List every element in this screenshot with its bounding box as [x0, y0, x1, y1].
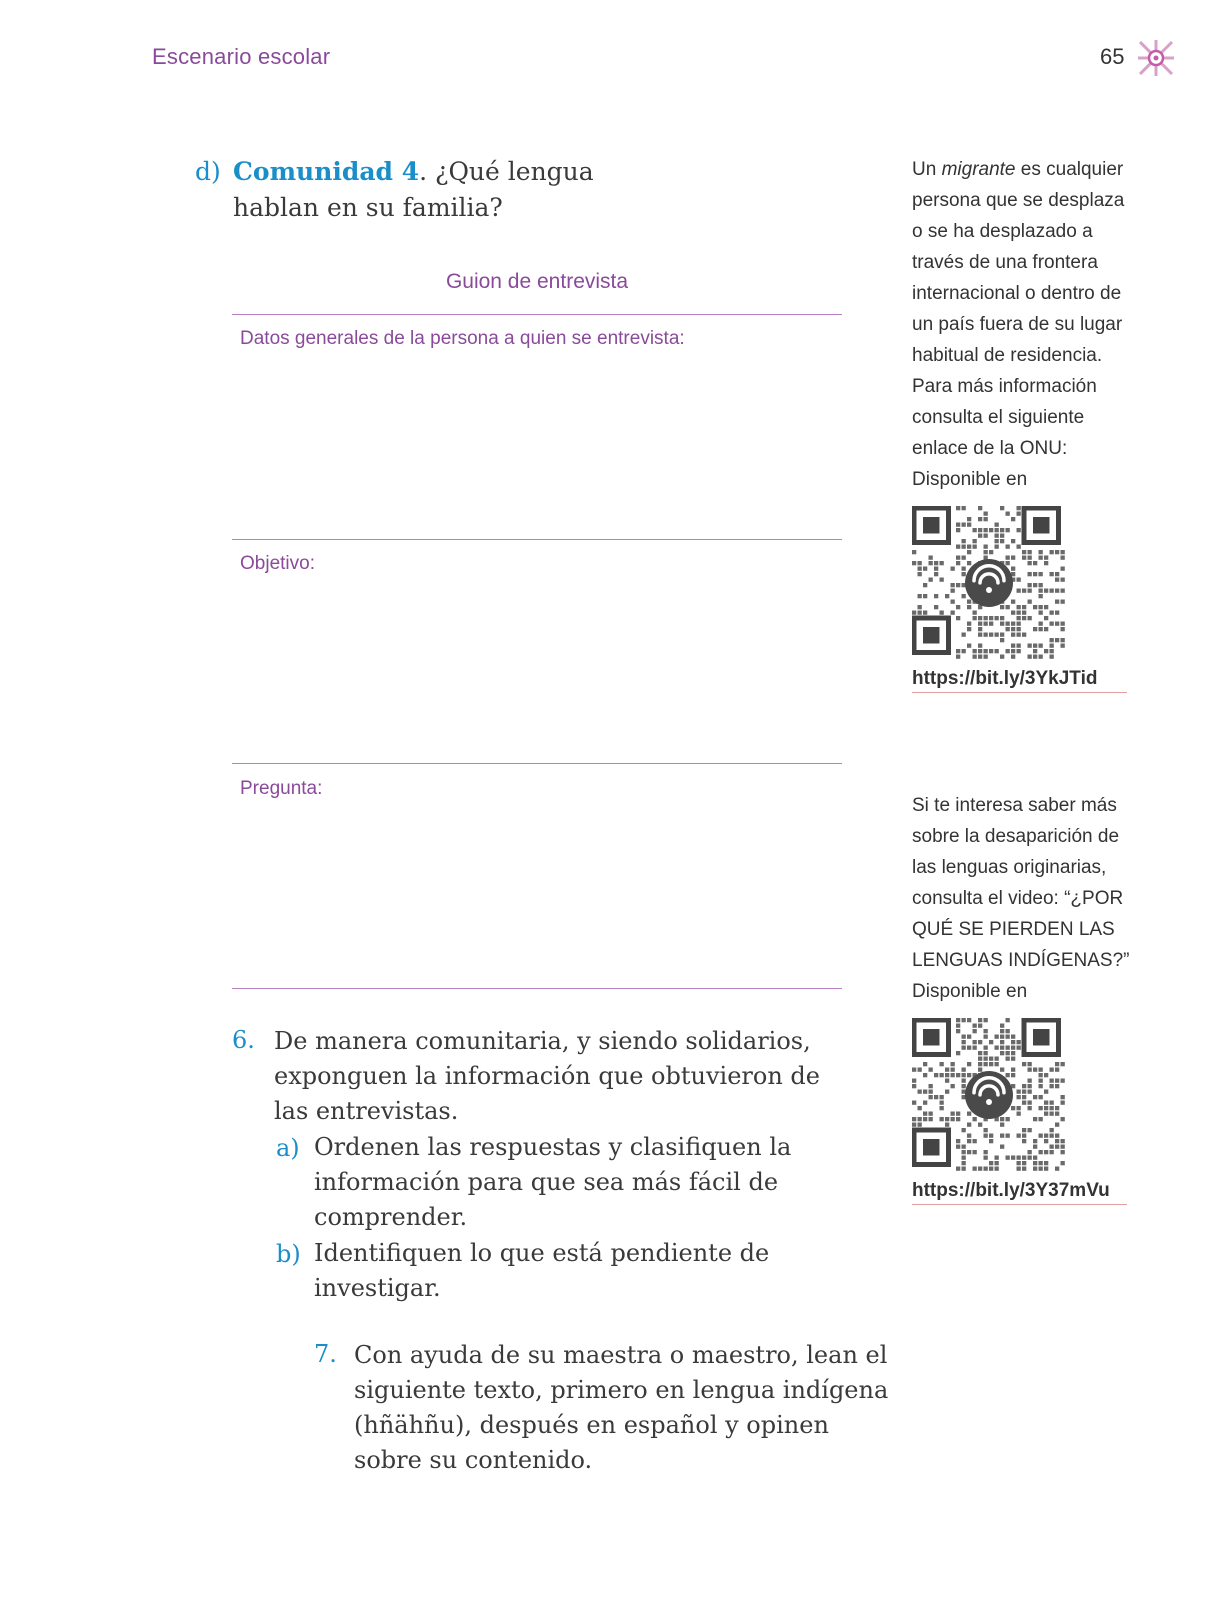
activity-number: 6. [232, 1026, 255, 1054]
interview-script-title: Guion de entrevista [445, 270, 629, 293]
text-line: consulta el siguiente [912, 407, 1085, 428]
text-line: Si te interesa saber más [912, 795, 1117, 816]
qr-code-icon[interactable] [912, 506, 1066, 660]
sidebar-note-migrant [912, 154, 1132, 495]
text-line: LENGUAS INDÍGENAS?” [912, 950, 1130, 971]
divider [232, 763, 842, 764]
community-label: Comunidad 4 [233, 157, 420, 186]
divider [232, 988, 842, 989]
activity-6-item-b [314, 1236, 854, 1306]
text-line: exponguen la información que obtuvieron de [274, 1062, 820, 1090]
activity-7-text [354, 1338, 914, 1478]
text-line: Ordenen las respuestas y clasifiquen la [314, 1133, 792, 1161]
activity-6-item-a [314, 1130, 854, 1235]
text-line: un país fuera de su lugar [912, 314, 1123, 335]
text-line: siguiente texto, primero en lengua indígena [354, 1376, 889, 1404]
text-line: Disponible en [912, 981, 1028, 1002]
text-line: persona que se desplaza [912, 190, 1125, 211]
text-line: enlace de la ONU: [912, 438, 1068, 459]
field-label-general-data: Datos generales de la persona a quien se entrevista: [240, 328, 685, 349]
divider [232, 314, 842, 315]
section-title: Escenario escolar [152, 44, 331, 69]
text-line: internacional o dentro de [912, 283, 1122, 304]
text-line: habitual de residencia. [912, 345, 1103, 366]
activity-number: 7. [314, 1340, 337, 1368]
qr-code-icon[interactable] [912, 1018, 1066, 1172]
text-line: investigar. [314, 1274, 441, 1302]
text-line: Identifiquen lo que está pendiente de [314, 1239, 770, 1267]
text-line: consulta el video: “¿POR [912, 888, 1124, 909]
text-fragment: es cualquier [1015, 159, 1124, 180]
text-line: QUÉ SE PIERDEN LAS [912, 919, 1115, 940]
woven-star-ornament-icon [1136, 38, 1176, 78]
text-line: (hñähñu), después en español y opinen [354, 1411, 829, 1439]
text-line: las entrevistas. [274, 1097, 459, 1125]
page-number: 65 [1100, 44, 1125, 69]
activity-6-text [274, 1024, 844, 1129]
text-line: Disponible en [912, 469, 1028, 490]
divider [232, 539, 842, 540]
link-onu-migrant[interactable]: https://bit.ly/3YkJTid [912, 668, 1127, 693]
text-fragment: Un [912, 159, 942, 180]
sidebar-note-languages [912, 790, 1132, 1007]
question-text-line2: hablan en su familia? [233, 193, 503, 222]
text-line: De manera comunitaria, y siendo solidarios, [274, 1027, 811, 1055]
text-line: o se ha desplazado a [912, 221, 1093, 242]
item-letter: a) [276, 1134, 300, 1162]
text-line: Con ayuda de su maestra o maestro, lean el [354, 1341, 888, 1369]
text-line: sobre la desaparición de [912, 826, 1120, 847]
field-label-objective: Objetivo: [240, 553, 315, 574]
question-text: . ¿Qué lengua [419, 157, 594, 186]
question-letter: d) [195, 157, 221, 186]
text-line: comprender. [314, 1203, 468, 1231]
link-video-languages[interactable]: https://bit.ly/3Y37mVu [912, 1180, 1127, 1205]
text-line: las lenguas originarias, [912, 857, 1107, 878]
text-line: través de una frontera [912, 252, 1098, 273]
text-line: Para más información [912, 376, 1097, 397]
item-letter: b) [276, 1240, 301, 1268]
text-line: sobre su contenido. [354, 1446, 593, 1474]
term-migrant: migrante [941, 159, 1016, 180]
text-line: información para que sea más fácil de [314, 1168, 779, 1196]
field-label-question: Pregunta: [240, 778, 323, 799]
